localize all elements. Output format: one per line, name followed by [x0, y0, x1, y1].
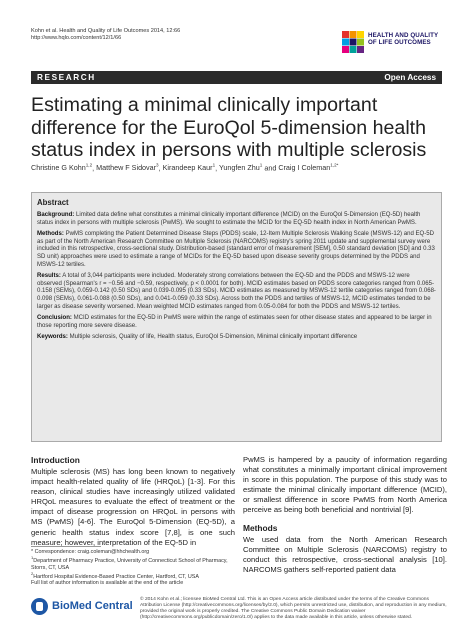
- abstract-box: [31, 192, 442, 442]
- open-access-label: Open Access: [384, 73, 436, 82]
- abstract-methods: [37, 231, 436, 269]
- abstract-keywords-label: Keywords:: [37, 334, 68, 341]
- author-3[interactable]: [163, 163, 216, 172]
- abstract-results-label: Results:: [37, 273, 61, 280]
- abstract-keywords-text: Multiple sclerosis, Quality of life, Health status, EuroQol 5-Dimension, Minimal clinically important difference: [69, 334, 358, 341]
- citation-line-journal: Kohn et al. Health and Quality of Life Outcomes 2014, 12:66: [31, 28, 181, 34]
- journal-logo: [342, 29, 452, 59]
- introduction-text: Multiple sclerosis (MS) has long been known to negatively impact health-related quality of life (HRQoL) [1-3]. For this reason, clinical studies have increasingly utilized validated HRQoL measures to evaluate the effect of treatment or the impact of disease progression on HRQoL in persons with MS (PwMS) [4-6]. The EuroQol 5-Dimension (EQ-5D), a generic health status index score [7,8], is one such measure; however, interpretation of the EQ-5D in: [31, 467, 235, 547]
- abstract-background: [37, 212, 436, 227]
- citation-line-url[interactable]: http://www.hqlo.com/content/12/1/66: [31, 35, 122, 42]
- abstract-methods-label: Methods:: [37, 231, 64, 238]
- author-affil: 1: [212, 163, 216, 168]
- author-affil: 3: [156, 163, 159, 168]
- methods-heading: Methods: [243, 522, 278, 533]
- affiliations: [31, 549, 241, 587]
- author-name: Yungfen Zhu: [219, 163, 260, 173]
- publisher-logo: [31, 597, 141, 617]
- author-2[interactable]: [96, 163, 158, 172]
- author-name: Matthew F Sidovar: [96, 163, 157, 173]
- section-banner: [31, 71, 442, 84]
- introduction-heading: Introduction: [31, 455, 80, 465]
- abstract-methods-text: PwMS completing the Patient Determined Disease Steps (PDDS) scale, 12-Item Multiple Sclerosis Walking Scale (MSWS-12) and EQ-5D as part of the North American Research Committee on Multiple Sclerosis (NARCOMS) registry's spring 2011 update and supplemental survey were included in this retrospective, cross-sectional study. Distribution-based (standard error of measurement [SEM], 0.50 standard deviation [SD] and 0.33 SD unit) approaches were used to estimate a range of MCIDs for the EQ-5D based upon disease severity groups determined by the PDDS and MSWS-12 tertiles.: [37, 231, 435, 268]
- author-name: Craig I Coleman: [278, 163, 331, 173]
- author-list: Christine G Kohn$^{1,2}$, Matthew F Sidovar$^3$, Kirandeep Kaur$^1$, Yungfen Zhu$^1$ and Craig I Coleman$^{1,2*}$: [31, 163, 339, 173]
- author-name: Christine G Kohn: [31, 163, 86, 173]
- journal-logo-text: [368, 32, 438, 47]
- correspondence[interactable]: * Correspondence: craig.coleman@hhchealth.org: [31, 549, 150, 555]
- left-column: [31, 455, 235, 548]
- abstract-background-label: Background:: [37, 212, 75, 218]
- author-info-note: Full list of author information is available at the end of the article: [31, 580, 184, 587]
- author-affil: 1,2: [85, 163, 93, 168]
- abstract-conclusion: [37, 315, 436, 330]
- author-affil: 1,2*: [330, 163, 339, 168]
- author-affil: 1: [259, 163, 263, 168]
- biomed-central-icon: [31, 598, 48, 615]
- abstract-keywords: [37, 334, 436, 342]
- abstract-heading: Abstract: [37, 198, 69, 207]
- abstract-results: [37, 273, 436, 311]
- license-text: © 2014 Kohn et al.; licensee BioMed Central Ltd. This is an Open Access article distributed under the terms of the Creative Commons Attribution License (http://creativecommons.org/licenses/by/2.0), which permits unrestricted use, distribution, and reproduction in any medium, provided the original work is properly credited. The Creative Commons Public Domain Dedication waiver (http://creativecommons.org/publicdomain/zero/1.0/) applies to the data made available in this article, unless otherwise stated.: [140, 597, 447, 620]
- journal-logo-mark-icon: [342, 31, 364, 53]
- author-4[interactable]: [219, 163, 262, 172]
- author-1[interactable]: [31, 163, 92, 172]
- journal-logo-line-1: HEALTH AND QUALITY: [368, 32, 439, 39]
- affiliation-2-text: Hartford Hospital Evidence-Based Practice Center, Hartford, CT, USA: [33, 573, 199, 580]
- abstract-results-text: A total of 3,044 participants were included. Moderately strong correlations between the EQ-5D and the PDDS and MSWS-12 were observed (Spearman's r = −0.56 and −0.59, respectively, p < 0.0001 for both). MCID estimates based on PDDS score categories ranged from 0.065-0.158 (SEMs), 0.059-0.142 (0.50 SDs) and 0.039-0.095 (0.33 SDs). MCID estimates as measured by MSWS-12 tertile categories ranged from 0.068-0.098 (SEMs), 0.061-0.088 (0.50 SDs), and 0.041-0.059 (0.33 SDs). Across both the PDDS and tertiles of MSWS-12, MCID estimates tended to be larger as disease severity worsened. Mean weighted MCID estimates ranged from 0.05-0.084 for both the PDDS and MSWS-12 tertiles.: [37, 273, 436, 310]
- abstract-background-text: Limited data define what constitutes a minimal clinically important difference (MCID) on the EuroQol 5-Dimension (EQ-5D) health status index in persons with multiple sclerosis (PwMS). We sought to estimate the MCID for the EQ-5D health index in North American PwMS.: [37, 212, 421, 226]
- abstract-conclusion-text: MCID estimates for the EQ-5D in PwMS were within the range of estimates seen for other disease states and appeared to be larger in those reporting more severe disease.: [37, 315, 432, 329]
- article-title: Estimating a minimal clinically important difference for the EuroQol 5-dimension health status index in persons with multiple sclerosis: [31, 94, 427, 162]
- introduction-continued-text: PwMS is hampered by a paucity of information regarding what constitutes a minimally important clinical improvement in score in this population. The purpose of this study was to estimate the minimal clinically important difference (MCID), or smallest difference in score PwMS from North America perceive as being both beneficial and nontrivial [9].: [243, 455, 447, 515]
- author-5[interactable]: [278, 163, 338, 172]
- affiliation-2-sup: 2: [31, 571, 34, 577]
- methods-text: We used data from the North American Research Committee on Multiple Sclerosis (NARCOMS) registry to conduct this retrospective, cross-sectional analysis [10]. NARCOMS gathers self-reported patient data: [243, 534, 447, 574]
- journal-logo-line-2: OF LIFE OUTCOMES: [368, 39, 431, 47]
- citation: [31, 28, 180, 42]
- affiliation-2: [31, 571, 241, 580]
- author-name: Kirandeep Kaur: [162, 163, 213, 173]
- affiliation-1: [31, 555, 241, 571]
- publisher-name: BioMed Central: [52, 600, 133, 612]
- footnote-divider: [31, 546, 101, 547]
- abstract-conclusion-label: Conclusion:: [37, 315, 72, 322]
- affiliation-1-text: Department of Pharmacy Practice, University of Connecticut School of Pharmacy, Storrs, CT, USA: [31, 558, 228, 571]
- section-label: RESEARCH: [37, 73, 96, 82]
- right-column: [243, 455, 447, 575]
- affiliation-1-sup: 1: [31, 555, 34, 561]
